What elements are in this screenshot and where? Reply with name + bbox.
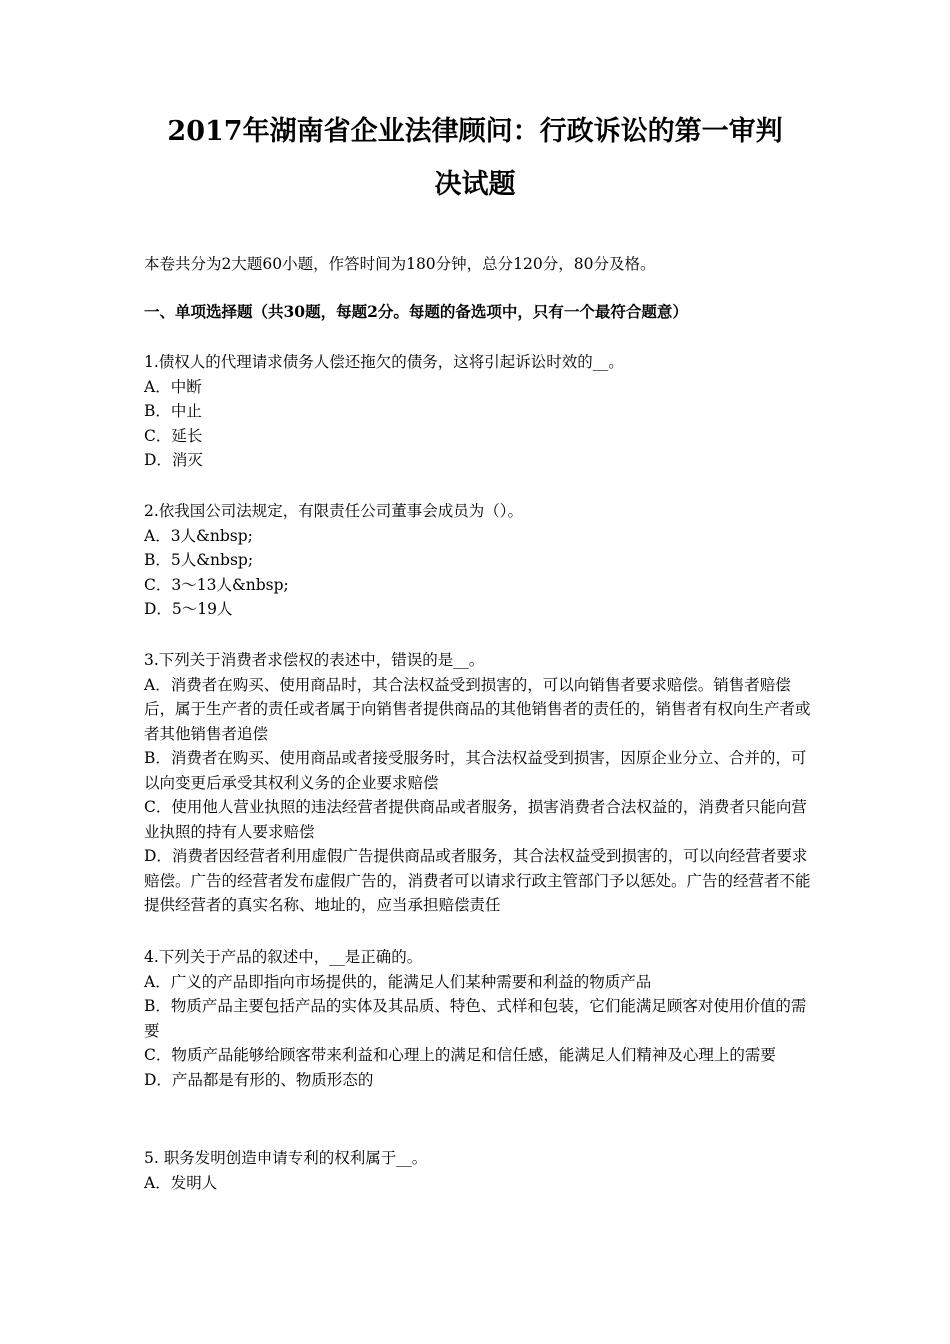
option-d: D．消费者因经营者利用虚假广告提供商品或者服务，其合法权益受到损害的，可以向经营者要求赔偿。广告的经营者发布虚假广告的，消费者可以请求行政主管部门予以惩处。广告的经营者不能提供经营者的真实名称、地址的，应当承担赔偿责任 <box>144 847 811 914</box>
exam-intro: 本卷共分为2大题60小题，作答时间为180分钟，总分120分，80分及格。 <box>144 255 656 273</box>
option-d: D．产品都是有形的、物质形态的 <box>144 1070 374 1089</box>
title-line-2: 决试题 <box>434 169 516 200</box>
section-heading: 一、单项选择题（共30题，每题2分。每题的备选项中，只有一个最符合题意） <box>144 302 688 321</box>
question-2 <box>144 499 814 622</box>
option-d: D．消灭 <box>144 451 203 469</box>
option-d: D．5～19人 <box>144 600 233 618</box>
question-stem: 1.债权人的代理请求债务人偿还拖欠的债务，这将引起诉讼时效的__。 <box>144 353 624 371</box>
option-b: B．消费者在购买、使用商品或者接受服务时，其合法权益受到损害，因原企业分立、合并的，可以向变更后承受其权利义务的企业要求赔偿 <box>144 749 807 792</box>
question-5 <box>144 1146 814 1195</box>
question-stem: 5. 职务发明创造申请专利的权利属于__。 <box>144 1149 428 1167</box>
question-stem: 3.下列关于消费者求偿权的表述中，错误的是__。 <box>144 651 485 669</box>
title-line-1: 2017年湖南省企业法律顾问：行政诉讼的第一审判 <box>167 116 783 147</box>
question-3 <box>144 648 814 918</box>
question-1 <box>144 350 814 473</box>
question-stem: 2.依我国公司法规定，有限责任公司董事会成员为（）。 <box>144 502 524 520</box>
option-c: C．延长 <box>144 426 203 445</box>
option-b: B．物质产品主要包括产品的实体及其品质、特色、式样和包装，它们能满足顾客对使用价值的需要 <box>144 997 807 1040</box>
option-a: A．中断 <box>144 377 202 396</box>
option-a: A．广义的产品即指向市场提供的，能满足人们某种需要和利益的物质产品 <box>144 972 652 991</box>
option-b: B．5人&nbsp; <box>144 551 254 569</box>
question-4 <box>144 945 814 1092</box>
option-c: C．使用他人营业执照的违法经营者提供商品或者服务，损害消费者合法权益的，消费者只能向营业执照的持有人要求赔偿 <box>144 798 807 841</box>
option-c: C．3～13人&nbsp; <box>144 575 289 594</box>
option-a: A．发明人 <box>144 1173 218 1192</box>
question-stem: 4.下列关于产品的叙述中，__是正确的。 <box>144 948 423 966</box>
option-a: A．3人&nbsp; <box>144 526 253 545</box>
option-b: B．中止 <box>144 402 202 420</box>
option-a: A．消费者在购买、使用商品时，其合法权益受到损害的，可以向销售者要求赔偿。销售者赔偿后，属于生产者的责任或者属于向销售者提供商品的其他销售者的责任的，销售者有权向生产者或者其他销售者追偿 <box>144 675 811 743</box>
option-c: C．物质产品能够给顾客带来利益和心理上的满足和信任感，能满足人们精神及心理上的需要 <box>144 1046 776 1064</box>
